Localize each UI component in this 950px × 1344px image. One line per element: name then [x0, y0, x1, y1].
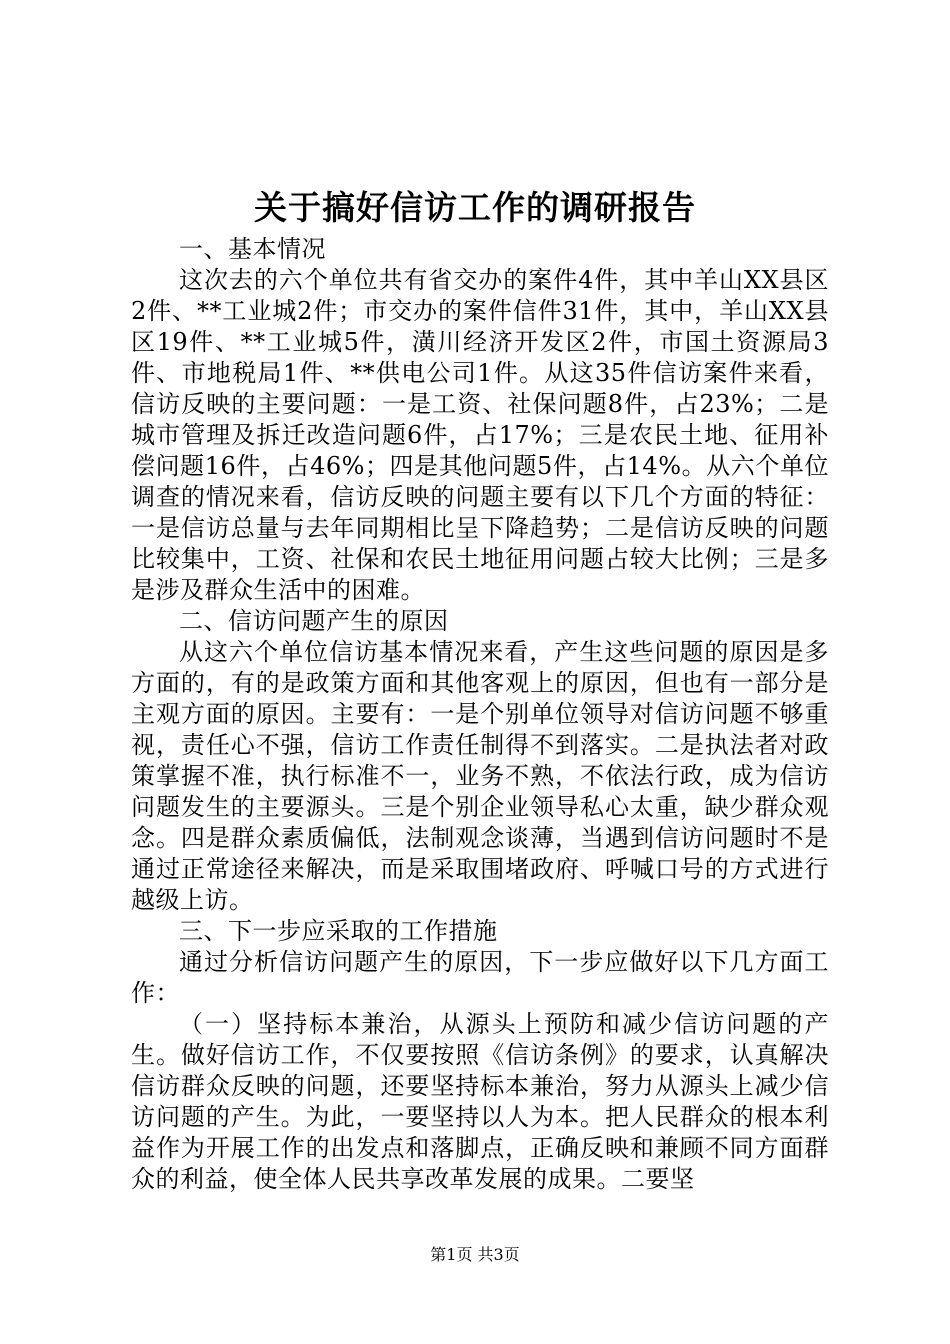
section-heading-causes: 二、信访问题产生的原因: [179, 607, 449, 635]
paragraph-causes: 从这六个单位信访基本情况来看，产生这些问题的原因是多方面的，有的是政策方面和其他客观上的原因，但也有一部分是主观方面的原因。主要有：一是个别单位领导对信访问题不够重视，责任心不强，信访工作责任制得不到落实。二是执法者对政策掌握不准，执行标准不一，业务不熟，不依法行政，成为信访问题发生的主要源头。三是个别企业领导私心太重，缺少群众观念。四是群众素质偏低，法制观念谈薄，当遇到信访问题时不是通过正常途径来解决，而是采取围堵政府、呼喊口号的方式进行越级上访。: [131, 638, 829, 914]
paragraph-next-steps-item-1: （一）坚持标本兼治，从源头上预防和减少信访问题的产生。做好信访工作，不仅要按照《信访条例》的要求，认真解决信访群众反映的问题，还要坚持标本兼治，努力从源头上减少信访问题的产生。为此，一要坚持以人为本。把人民群众的根本利益作为开展工作的出发点和落脚点，正确反映和兼顾不同方面群众的利益，使全体人民共享改革发展的成果。二要坚: [131, 1010, 829, 1193]
document-body: [131, 234, 829, 1195]
page-number-footer: 第1页 共3页: [430, 1245, 520, 1264]
paragraph-next-steps-intro: 通过分析信访问题产生的原因，下一步应做好以下几方面工作：: [131, 948, 829, 1007]
document-title: 关于搞好信访工作的调研报告: [254, 188, 696, 227]
section-heading-basic-situation: 一、基本情况: [179, 235, 326, 263]
paragraph-basic-situation: 这次去的六个单位共有省交办的案件4件，其中羊山XX县区2件、**工业城2件；市交办的案件信件31件，其中，羊山XX县区19件、**工业城5件，潢川经济开发区2件，市国土资源局3件、市地税局1件、**供电公司1件。从这35件信访案件来看，信访反映的主要问题：一是工资、社保问题8件，占23%；二是城市管理及拆迁改造问题6件，占17%；三是农民土地、征用补偿问题16件，占46%；四是其他问题5件，占14%。从六个单位调查的情况来看，信访反映的问题主要有以下几个方面的特征：一是信访总量与去年同期相比呈下降趋势；二是信访反映的问题比较集中，工资、社保和农民土地征用问题占较大比例；三是多是涉及群众生活中的困难。: [131, 266, 829, 604]
section-heading-next-steps: 三、下一步应采取的工作措施: [179, 917, 498, 945]
